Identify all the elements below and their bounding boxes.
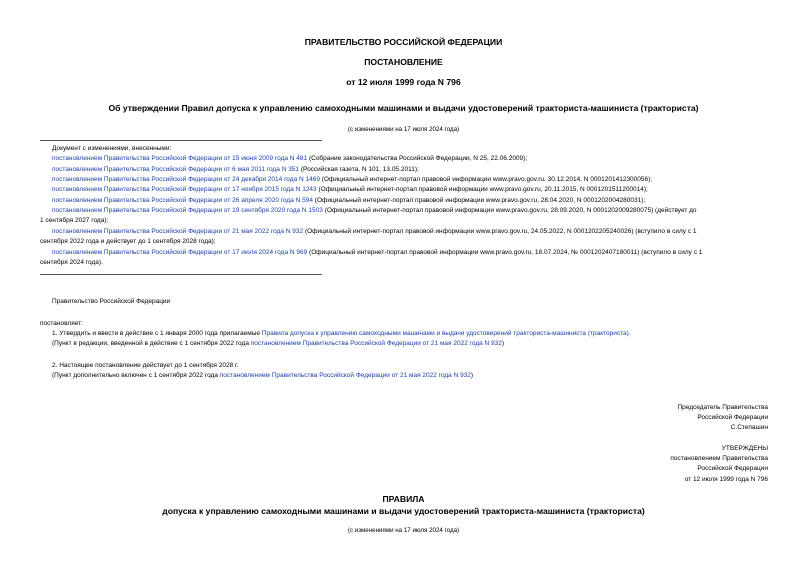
- paragraph-2: 2. Настоящее постановление действует до 1 сентября 2028 г.: [52, 362, 239, 369]
- amendment-item: постановлением Правительства Российской Федерации от 21 мая 2022 года N 932 (Официальный интернет-портал правовой информации www.pravo.gov.ru, 24.05.2022, N 0001202205240026) (вступило в силу с 1: [52, 228, 697, 235]
- amendment-item-continuation: сентября 2024 года).: [40, 259, 103, 266]
- decrees-label: постановляет:: [40, 320, 83, 327]
- amendment-link[interactable]: постановлением Правительства Российской Федерации от 6 мая 2011 года N 351: [52, 166, 300, 173]
- header-date-number: от 12 июля 1999 года N 796: [346, 77, 461, 87]
- divider-top: [40, 140, 322, 141]
- decree-932-link[interactable]: постановлением Правительства Российской Федерации от 21 мая 2022 года N 932: [219, 372, 471, 379]
- signature-title: Председатель Правительства: [677, 404, 768, 411]
- approved-org: Российской Федерации: [697, 465, 768, 472]
- revision-note: (с изменениями на 17 июля 2024 года): [347, 126, 460, 133]
- amendment-link[interactable]: постановлением Правительства Российской Федерации от 24 декабря 2014 года N 1469: [52, 176, 320, 183]
- rules-revision-note: (с изменениями на 17 июля 2024 года): [347, 527, 460, 534]
- amendment-item-continuation: сентября 2022 года и действует до 1 сентября 2028 года);: [40, 238, 216, 245]
- amendment-link[interactable]: постановлением Правительства Российской Федерации от 26 апреля 2020 года N 594: [52, 197, 313, 204]
- amendment-item-continuation: 1 сентября 2027 года);: [40, 217, 109, 224]
- amendment-item: постановлением Правительства Российской Федерации от 26 апреля 2020 года N 594 (Официальный интернет-портал правовой информации www.pravo.gov.ru, 28.04.2020, N 0001202004280031);: [52, 197, 646, 204]
- paragraph-1-note: (Пункт в редакции, введенной в действие с 1 сентября 2022 года постановлением Правительства Российской Федерации от 21 мая 2022 года N 932): [52, 340, 505, 347]
- amendment-link[interactable]: постановлением Правительства Российской Федерации от 19 сентября 2020 года N 1503: [52, 207, 323, 214]
- amendment-item: постановлением Правительства Российской Федерации от 17 июля 2024 года N 969 (Официальный интернет-портал правовой информации www.pravo.gov.ru, 18.07.2024, № 0001202407180011) (вступило в силу с 1: [52, 249, 703, 256]
- approved-by: постановлением Правительства: [670, 455, 768, 462]
- amendment-link[interactable]: постановлением Правительства Российской Федерации от 15 июня 2009 года N 481: [52, 155, 308, 162]
- rules-title: ПРАВИЛА: [382, 494, 425, 504]
- document-title: Об утверждении Правил допуска к управлению самоходными машинами и выдачи удостоверений тракториста-машиниста (тракториста): [108, 103, 699, 113]
- amendment-link[interactable]: постановлением Правительства Российской Федерации от 17 июля 2024 года N 969: [52, 249, 308, 256]
- amendment-link[interactable]: постановлением Правительства Российской Федерации от 17 ноября 2015 года N 1243: [52, 186, 317, 193]
- rules-subtitle: допуска к управлению самоходными машинами и выдачи удостоверений тракториста-машиниста (тракториста): [162, 506, 645, 516]
- paragraph-1: 1. Утвердить и ввести в действие с 1 января 2000 года прилагаемые Правила допуска к управлению самоходными машинами и выдачи удостоверений тракториста-машиниста (тракториста).: [52, 330, 631, 337]
- paragraph-2-note: (Пункт дополнительно включен с 1 сентября 2022 года постановлением Правительства Российской Федерации от 21 мая 2022 года N 932): [52, 372, 474, 379]
- amendment-item: постановлением Правительства Российской Федерации от 19 сентября 2020 года N 1503 (Официальный интернет-портал правовой информации www.pravo.gov.ru, 28.09.2020, N 0001202009280075) (действует до: [52, 207, 697, 214]
- amendment-item: постановлением Правительства Российской Федерации от 6 мая 2011 года N 351 (Российская газета, N 101, 13.05.2011);: [52, 166, 419, 173]
- signature-org: Российской Федерации: [697, 414, 768, 421]
- rules-link[interactable]: Правила допуска к управлению самоходными машинами и выдачи удостоверений тракториста-машиниста (тракториста): [261, 330, 629, 337]
- amendment-item: постановлением Правительства Российской Федерации от 17 ноября 2015 года N 1243 (Официальный интернет-портал правовой информации www.pravo.gov.ru, 20.11.2015, N 0001201511200014);: [52, 186, 648, 193]
- divider-bottom: [40, 274, 322, 275]
- amendments-intro: Документ с изменениями, внесенными:: [52, 145, 172, 152]
- header-doc-type: ПОСТАНОВЛЕНИЕ: [364, 57, 443, 67]
- approved-label: УТВЕРЖДЕНЫ: [721, 445, 768, 452]
- approved-date: от 12 июля 1999 года N 796: [684, 476, 768, 483]
- decree-932-link[interactable]: постановлением Правительства Российской Федерации от 21 мая 2022 года N 932: [250, 340, 502, 347]
- amendment-item: постановлением Правительства Российской Федерации от 15 июня 2009 года N 481 (Собрание законодательства Российской Федерации, N 25, 22.06.2009);: [52, 155, 528, 162]
- signature-name: С.Степашин: [730, 424, 768, 431]
- amendment-link[interactable]: постановлением Правительства Российской Федерации от 21 мая 2022 года N 932: [52, 228, 304, 235]
- government-label: Правительство Российской Федерации: [52, 298, 171, 305]
- header-org: ПРАВИТЕЛЬСТВО РОССИЙСКОЙ ФЕДЕРАЦИИ: [304, 37, 503, 47]
- amendment-item: постановлением Правительства Российской Федерации от 24 декабря 2014 года N 1469 (Официальный интернет-портал правовой информации www.pravo.gov.ru, 30.12.2014, N 0001201412300056);: [52, 176, 653, 183]
